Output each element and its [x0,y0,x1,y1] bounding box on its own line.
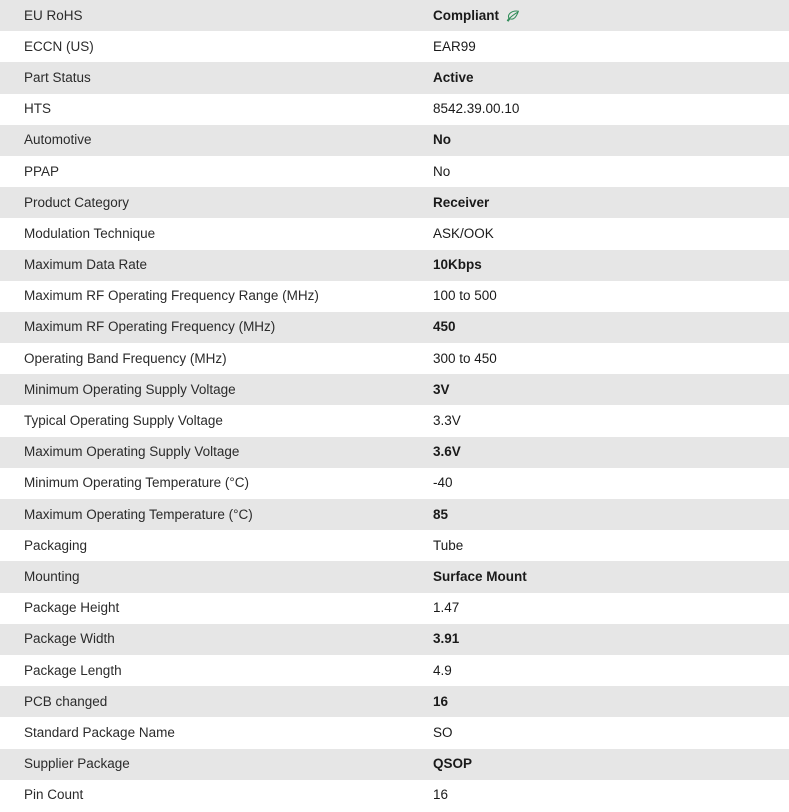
spec-value: 3.3V [433,413,461,429]
table-row [0,468,789,499]
spec-label: Minimum Operating Supply Voltage [24,381,236,397]
spec-label: PCB changed [24,693,108,709]
table-row [0,281,789,312]
spec-value: 300 to 450 [433,350,497,366]
spec-value: 85 [433,506,449,522]
spec-label: Automotive [24,132,92,148]
table-row [0,717,789,748]
table-row [0,561,789,592]
table-row [0,780,789,811]
spec-value: 8542.39.00.10 [433,101,520,117]
spec-label: Maximum Operating Supply Voltage [24,444,240,460]
spec-label: ECCN (US) [24,38,94,54]
spec-label: Operating Band Frequency (MHz) [24,350,227,366]
spec-label: Minimum Operating Temperature (°C) [24,475,249,491]
spec-label: Package Width [24,631,115,647]
spec-value: Surface Mount [433,568,527,584]
table-row [0,312,789,343]
spec-value: ASK/OOK [433,225,494,241]
spec-label: Pin Count [24,787,84,803]
spec-value: EAR99 [433,38,476,54]
spec-label: Package Length [24,662,122,678]
table-row [0,749,789,780]
table-row [0,62,789,93]
spec-label: Mounting [24,568,80,584]
spec-value: 4.9 [433,662,452,678]
spec-value: 3.6V [433,444,461,460]
table-row [0,31,789,62]
spec-value: -40 [433,475,453,491]
table-row [0,125,789,156]
spec-value: No [433,132,451,148]
spec-value-wrap [433,8,520,24]
spec-label: Maximum RF Operating Frequency Range (MHz) [24,288,319,304]
spec-label: Standard Package Name [24,724,175,740]
table-row [0,250,789,281]
table-row [0,374,789,405]
table-row [0,0,789,31]
spec-label: Modulation Technique [24,225,156,241]
spec-label: Product Category [24,194,130,210]
spec-label: Package Height [24,600,120,616]
table-row [0,686,789,717]
table-row [0,593,789,624]
spec-value: 450 [433,319,456,335]
spec-value: 3.91 [433,631,460,647]
spec-label: PPAP [24,163,60,179]
table-row [0,156,789,187]
spec-label: Maximum RF Operating Frequency (MHz) [24,319,276,335]
spec-label: EU RoHS [24,7,83,23]
spec-value: SO [433,724,453,740]
spec-value: 3V [433,381,450,397]
spec-label: Maximum Data Rate [24,257,148,273]
spec-value: Tube [433,537,464,553]
spec-value: No [433,163,451,179]
table-row [0,499,789,530]
table-row [0,187,789,218]
spec-label: HTS [24,101,51,117]
spec-label: Packaging [24,537,88,553]
table-row [0,437,789,468]
spec-value: Active [433,69,474,85]
spec-value: QSOP [433,756,473,772]
spec-label: Part Status [24,69,91,85]
spec-value: 16 [433,693,449,709]
spec-value-text: Compliant [433,7,499,23]
spec-label: Supplier Package [24,756,130,772]
spec-value: 100 to 500 [433,288,497,304]
spec-label: Maximum Operating Temperature (°C) [24,506,253,522]
table-row [0,624,789,655]
spec-value [410,0,789,31]
table-row [0,530,789,561]
leaf-icon [506,10,520,23]
spec-value: 10Kbps [433,257,482,273]
table-row [0,655,789,686]
table-row [0,343,789,374]
spec-value: 16 [433,787,449,803]
spec-value: Receiver [433,194,490,210]
table-row [0,218,789,249]
table-row [0,94,789,125]
spec-value: 1.47 [433,600,460,616]
spec-label: Typical Operating Supply Voltage [24,413,223,429]
table-row [0,405,789,436]
